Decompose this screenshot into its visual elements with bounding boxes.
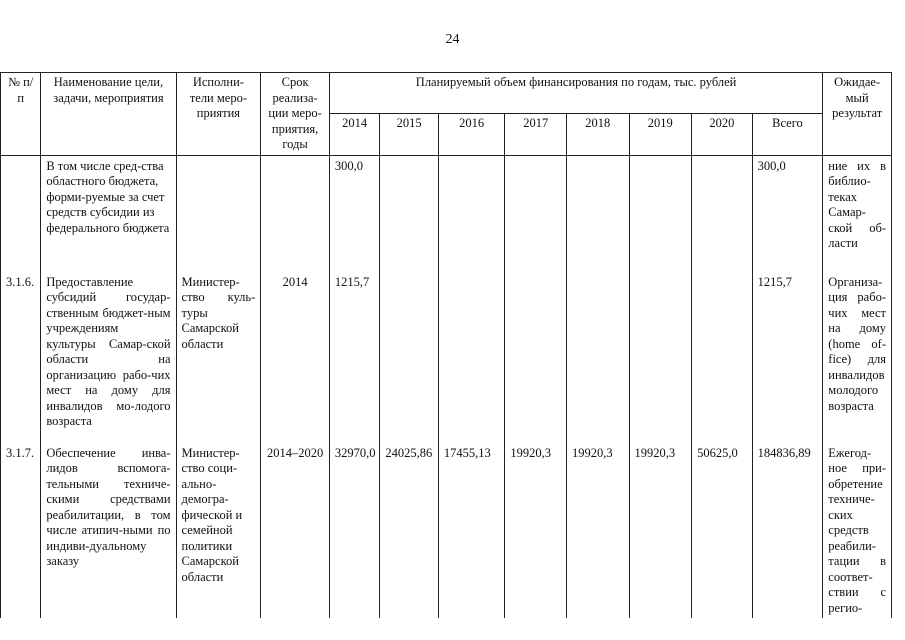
row-value-total: 184836,89: [752, 432, 823, 619]
row-value-2014: 32970,0: [329, 432, 379, 619]
row-period: [261, 155, 330, 261]
header-year-2015: 2015: [380, 114, 439, 155]
row-value-2020: [692, 261, 753, 432]
header-num: № п/п: [1, 73, 41, 156]
row-value-total: 1215,7: [752, 261, 823, 432]
row-value-2019: [629, 155, 692, 261]
row-value-2018: 19920,3: [566, 432, 629, 619]
row-value-2017: [505, 261, 567, 432]
row-value-2016: [438, 261, 505, 432]
row-value-2015: 24025,86: [380, 432, 439, 619]
financing-table: [0, 72, 892, 618]
row-value-2017: 19920,3: [505, 432, 567, 619]
row-period: 2014: [261, 261, 330, 432]
row-result: ние их в библио-теках Самар-ской об-ласти: [823, 155, 892, 261]
row-num: 3.1.7.: [1, 432, 41, 619]
header-name: Наименование цели, задачи, мероприятия: [41, 73, 176, 156]
header-executors: Исполни-тели меро-приятия: [176, 73, 261, 156]
header-year-2020: 2020: [692, 114, 753, 155]
header-year-2019: 2019: [629, 114, 692, 155]
table-row: [1, 261, 892, 432]
row-value-2018: [566, 261, 629, 432]
row-num: 3.1.6.: [1, 261, 41, 432]
row-value-2019: [629, 261, 692, 432]
row-value-2015: [380, 261, 439, 432]
row-result: Ежегод-ное при-обретение техниче-ских средств реабили-тации в соответ-ствии с регио-: [823, 432, 892, 619]
row-result: Организа-ция рабо-чих мест на дому (home of-fice) для инвалидов молодого возраста: [823, 261, 892, 432]
page-number: 24: [445, 32, 460, 47]
row-value-2016: [438, 155, 505, 261]
row-period: 2014–2020: [261, 432, 330, 619]
header-year-2017: 2017: [505, 114, 567, 155]
header-year-2016: 2016: [438, 114, 505, 155]
header-year-2018: 2018: [566, 114, 629, 155]
row-value-2016: 17455,13: [438, 432, 505, 619]
table-row: [1, 432, 892, 619]
row-num: [1, 155, 41, 261]
row-name: Предоставление субсидий государ-ственным бюджет-ным учреждениям культуры Самар-ской области на организацию рабо-чих мест на дому для инвалидов мо-лодого возраста: [41, 261, 176, 432]
table-row: [1, 155, 892, 261]
row-value-2014: 300,0: [329, 155, 379, 261]
row-executors: Министер-ство соци-ально-демогра-фической и семейной политики Самарской области: [176, 432, 261, 619]
row-name: В том числе сред-ства областного бюджета, форми-руемые за счет средств субсидии из федерального бюджета: [41, 155, 176, 261]
header-result: Ожидае-мый результат: [823, 73, 892, 156]
row-value-2015: [380, 155, 439, 261]
row-name: Обеспечение инва-лидов вспомога-тельными техниче-скими средствами реабилитации, в том числе атипич-ными по индиви-дуальному заказу: [41, 432, 176, 619]
row-value-2018: [566, 155, 629, 261]
row-value-2020: 50625,0: [692, 432, 753, 619]
row-value-total: 300,0: [752, 155, 823, 261]
row-value-2019: 19920,3: [629, 432, 692, 619]
header-financing: Планируемый объем финансирования по годам, тыс. рублей: [329, 73, 822, 114]
row-executors: Министер-ство куль-туры Самарской области: [176, 261, 261, 432]
header-year-2014: 2014: [329, 114, 379, 155]
header-period: Срок реализа-ции меро-приятия, годы: [261, 73, 330, 156]
row-value-2020: [692, 155, 753, 261]
row-executors: [176, 155, 261, 261]
row-value-2017: [505, 155, 567, 261]
row-value-2014: 1215,7: [329, 261, 379, 432]
header-total: Всего: [752, 114, 823, 155]
